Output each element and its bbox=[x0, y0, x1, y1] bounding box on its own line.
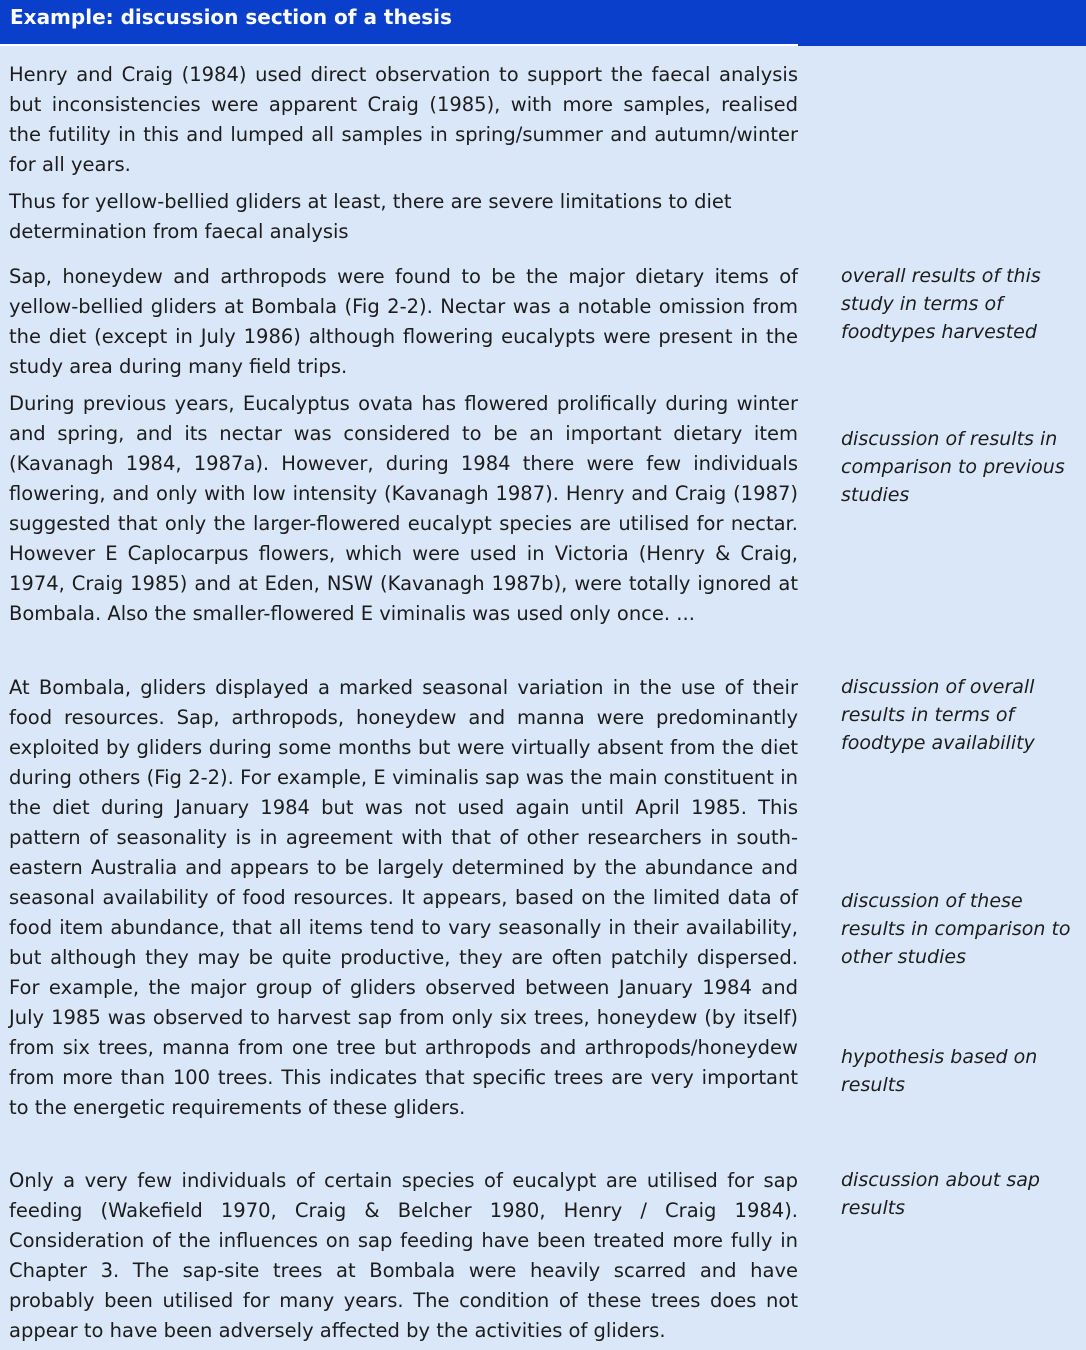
header-bar bbox=[0, 0, 1086, 46]
paragraph-diet-limitations: Thus for yellow-bellied gliders at least, there are severe limitations to diet determination from faecal analysis bbox=[9, 190, 732, 243]
paragraph-seasonal-variation: At Bombala, gliders displayed a marked seasonal variation in the use of their food resources. Sap, arthropods, honeydew and manna were predominantly exploited by gliders during some months but were virtually absent from the diet during others (Fig 2-2). For example, E viminalis sap was the main constituent in the diet during January 1984 but was not used again until April 1985. This pattern of seasonality is in agreement with that of other researchers in south-eastern Australia and appears to be largely determined by the abundance and seasonal availability of food resources. It appears, based on the limited data of food item abundance, that all items tend to vary seasonally in their availability, but although they may be quite productive, they are often patchily dispersed. For example, the major group of gliders observed between January 1984 and July 1985 was observed to harvest sap from only six trees, honeydew (by itself) from six trees, manna from one tree but arthropods and arthropods/honeydew from more than 100 trees. This indicates that specific trees are very important to the energetic requirements of these gliders. bbox=[9, 676, 798, 1119]
paragraph-major-dietary-items: Sap, honeydew and arthropods were found to be the major dietary items of yellow-bellied gliders at Bombala (Fig 2-2). Nectar was a notable omission from the diet (except in July 1986) although flowering eucalypts were present in the study area during many field trips. bbox=[9, 265, 798, 378]
margin-note-foodtype-availability: discussion of overall results in terms of foodtype availability bbox=[841, 676, 1035, 754]
margin-note-previous-studies: discussion of results in comparison to previous studies bbox=[841, 428, 1065, 506]
header-divider bbox=[0, 44, 798, 46]
paragraph-sap-feeding: Only a very few individuals of certain species of eucalypt are utilised for sap feeding (Wakefield 1970, Craig & Belcher 1980, Henry / Craig 1984). Consideration of the influences on sap feeding have been treated more fully in Chapter 3. The sap-site trees at Bombala were heavily scarred and have probably been utilised for many years. The condition of these trees does not appear to have been adversely affected by the activities of gliders. bbox=[9, 1169, 798, 1342]
margin-note-overall-results: overall results of this study in terms of foodtypes harvested bbox=[841, 265, 1041, 343]
margin-note-hypothesis: hypothesis based on results bbox=[841, 1046, 1038, 1096]
margin-note-sap-results: discussion about sap results bbox=[841, 1169, 1040, 1219]
paragraph-nectar-previous-years: During previous years, Eucalyptus ovata has flowered prolifically during winter and spring, and its nectar was considered to be an important dietary item (Kavanagh 1984, 1987a). However, during 1984 there were few individuals flowering, and only with low intensity (Kavanagh 1987). Henry and Craig (1987) suggested that only the larger-flowered eucalypt species are utilised for nectar. However E Caplocarpus flowers, which were used in Victoria (Henry & Craig, 1974, Craig 1985) and at Eden, NSW (Kavanagh 1987b), were totally ignored at Bombala. Also the smaller-flowered E viminalis was used only once. ... bbox=[9, 392, 798, 625]
section-title: Example: discussion section of a thesis bbox=[10, 5, 452, 29]
paragraph-faecal-analysis: Henry and Craig (1984) used direct observation to support the faecal analysis but inconsistencies were apparent Craig (1985), with more samples, realised the futility in this and lumped all samples in spring/summer and autumn/winter for all years. bbox=[9, 63, 798, 176]
margin-note-other-studies: discussion of these results in comparison to other studies bbox=[841, 890, 1071, 968]
